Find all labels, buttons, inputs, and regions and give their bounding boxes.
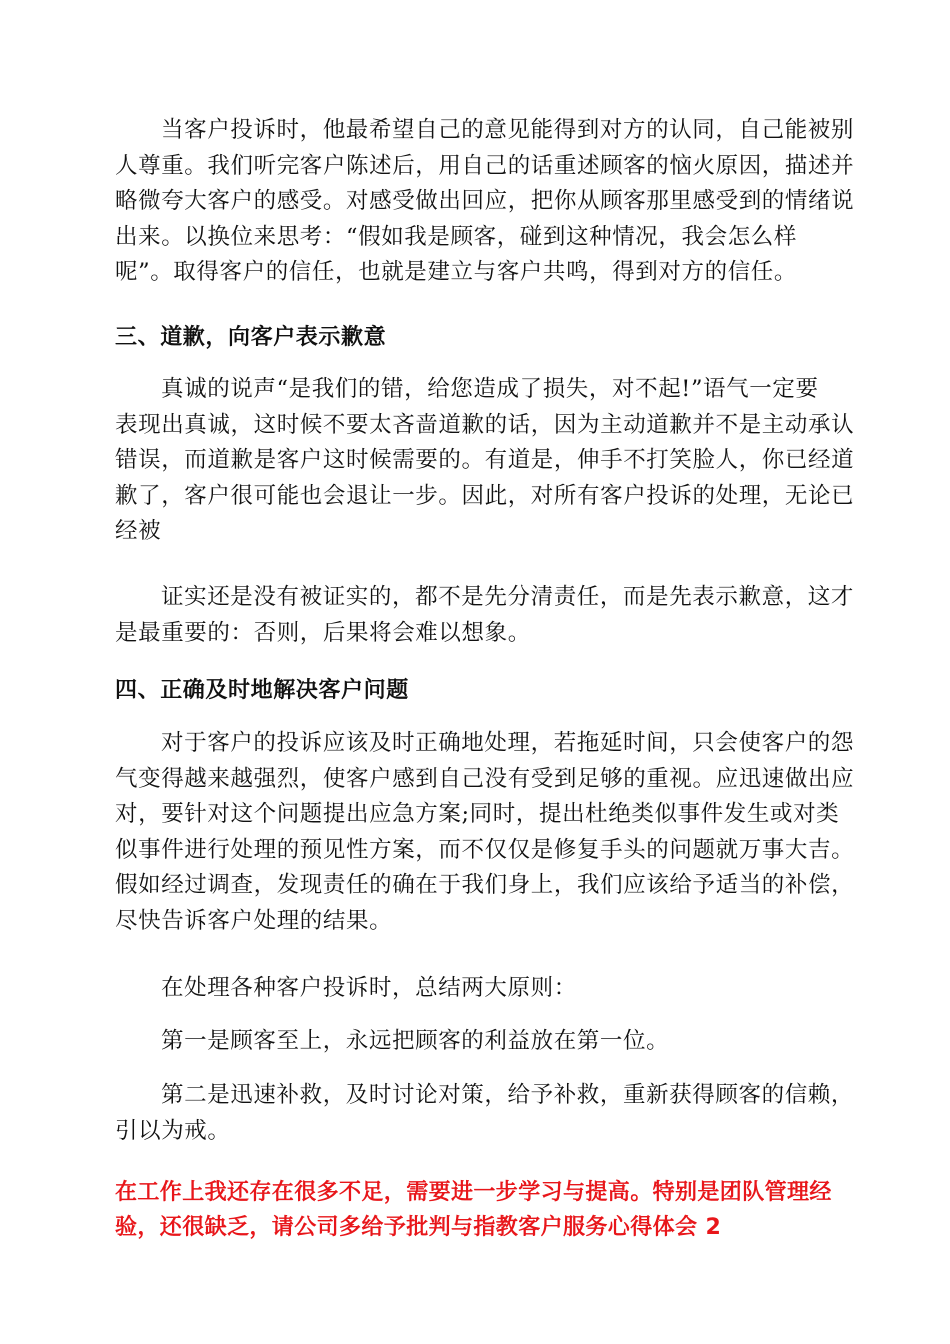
paragraph-line: 尽快告诉客户处理的结果。 (115, 907, 393, 934)
paragraph-line: 错误，而道歉是客户这时候需要的。有道是，伸手不打笑脸人，你已经道 (115, 447, 855, 473)
paragraph-line: 呢”。取得客户的信任，也就是建立与客户共鸣，得到对方的信任。 (115, 259, 798, 285)
paragraph-line: 当客户投诉时，他最希望自己的意见能得到对方的认同，自己能被别 (161, 117, 855, 143)
paragraph-line: 歉了，客户很可能也会退让一步。因此，对所有客户投诉的处理，无论已 (115, 482, 855, 509)
paragraph-line: 对于客户的投诉应该及时正确地处理，若拖延时间，只会使客户的怨 (161, 730, 855, 756)
paragraph-apology-continued (115, 580, 855, 651)
paragraph-line: 出来。以换位来思考：“假如我是顾客，碰到这种情况，我会怎么样 (115, 223, 798, 250)
paragraph-principle-two (115, 1078, 855, 1149)
paragraph-line: 引以为戒。 (115, 1117, 231, 1144)
paragraph-line: 气变得越来越强烈，使客户感到自己没有受到足够的重视。应迅速做出应 (115, 765, 855, 792)
paragraph-resolve (115, 726, 855, 939)
paragraph-line: 假如经过调查，发现责任的确在于我们身上，我们应该给予适当的补偿， (115, 872, 855, 898)
section-heading-apologize: 三、道歉，向客户表示歉意 (115, 325, 387, 350)
paragraph-line: 经被 (115, 518, 162, 544)
paragraph-line: 是最重要的：否则，后果将会难以想象。 (115, 619, 531, 646)
highlighted-note (115, 1175, 840, 1245)
paragraph-line: 似事件进行处理的预见性方案，而不仅仅是修复手头的问题就万事大吉。 (115, 836, 855, 863)
paragraph-line: 表现出真诚，这时候不要太吝啬道歉的话，因为主动道歉并不是主动承认 (115, 411, 855, 438)
paragraph-line: 对，要针对这个问题提出应急方案;同时，提出杜绝类似事件发生或对类 (115, 801, 840, 827)
paragraph-line: 证实还是没有被证实的，都不是先分清责任，而是先表示歉意，这才 (161, 584, 855, 610)
paragraph-apology (115, 372, 855, 550)
paragraph-principles-intro (115, 971, 833, 1007)
highlighted-note-line: 在工作上我还存在很多不足，需要进一步学习与提高。特别是团队管理经 (115, 1180, 832, 1205)
paragraph-principle-one (115, 1024, 833, 1060)
paragraph-line: 人尊重。我们听完客户陈述后，用自己的话重述顾客的恼火原因，描述并 (115, 152, 855, 179)
paragraph-line: 真诚的说声“是我们的错，给您造成了损失，对不起!”语气一定要 (161, 376, 819, 402)
paragraph-line: 第一是顾客至上，永远把顾客的利益放在第一位。 (161, 1028, 670, 1054)
paragraph-empathy (115, 113, 855, 291)
paragraph-line: 略微夸大客户的感受。对感受做出回应，把你从顾客那里感受到的情绪说 (115, 188, 855, 214)
highlighted-note-line: 验，还很缺乏，请公司多给予批判与指教客户服务心得体会 2 (115, 1215, 722, 1240)
paragraph-line: 在处理各种客户投诉时，总结两大原则： (161, 975, 577, 1001)
paragraph-line: 第二是迅速补救，及时讨论对策，给予补救，重新获得顾客的信赖， (161, 1082, 855, 1108)
section-heading-resolve: 四、正确及时地解决客户问题 (115, 678, 409, 703)
